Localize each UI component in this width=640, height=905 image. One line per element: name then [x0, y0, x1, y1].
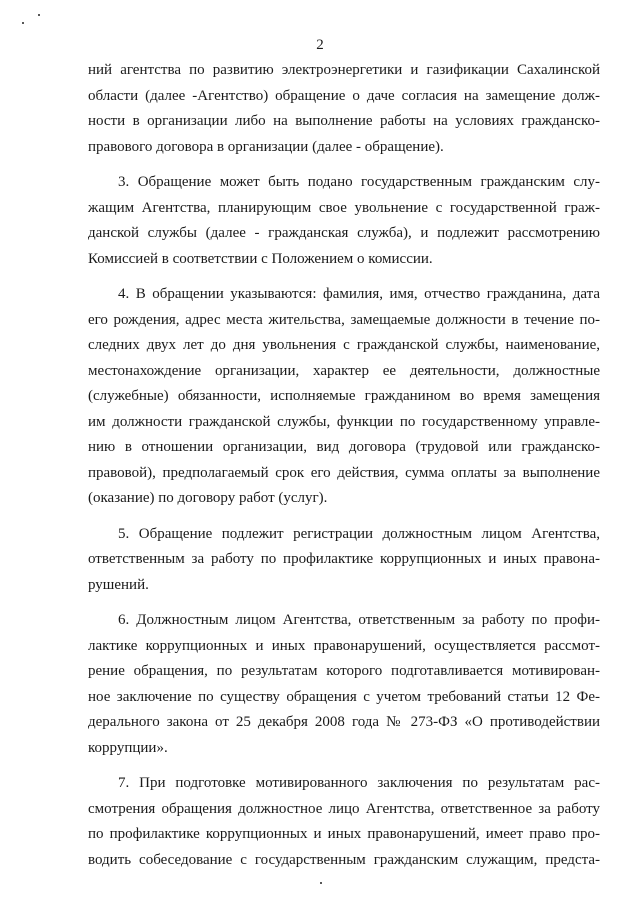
scan-speck	[38, 14, 40, 16]
text-line: нию в отношении организации, вид договора (трудовой или гражданско-	[88, 439, 600, 455]
text-line: ности в организации либо на выполнение работы на условиях гражданско-	[88, 113, 600, 129]
text-line: рение обращения, по результатам которого подготавливается мотивирован-	[88, 663, 600, 679]
text-line: данской службы (далее - гражданская служба), и подлежит рассмотрению	[88, 225, 600, 241]
paragraph-6	[88, 608, 600, 761]
page-number: 2	[316, 37, 324, 53]
text-line: правовой), предполагаемый срок его действия, сумма оплаты за выполнение	[88, 464, 600, 481]
text-line: Комиссией в соответствии с Положением о комиссии.	[88, 250, 433, 267]
text-line: 3. Обращение может быть подано государственным гражданским слу-	[118, 174, 600, 190]
text-line: 7. При подготовке мотивированного заключения по результатам рас-	[118, 775, 600, 791]
scan-speck	[22, 22, 24, 24]
paragraph-5	[88, 522, 600, 599]
text-line: области (далее -Агентство) обращение о даче согласия на замещение долж-	[88, 87, 600, 104]
text-line: ное заключение по существу обращения с учетом требований статьи 12 Фе-	[88, 688, 600, 705]
text-line: 4. В обращении указываются: фамилия, имя, отчество гражданина, дата	[118, 286, 600, 302]
text-line: водить собеседование с государственным гражданским служащим, предста-	[88, 851, 600, 868]
text-line: дерального закона от 25 декабря 2008 года № 273-ФЗ «О противодействии	[88, 714, 600, 730]
text-line: его рождения, адрес места жительства, замещаемые должности в течение по-	[88, 311, 600, 328]
text-line: коррупции».	[88, 739, 168, 756]
text-line: по профилактике коррупционных и иных правонарушений, имеет право про-	[88, 826, 600, 842]
paragraph-7	[88, 771, 600, 873]
text-line: местонахождение организации, характер ее деятельности, должностные	[88, 362, 600, 379]
text-line: 6. Должностным лицом Агентства, ответственным за работу по профи-	[118, 612, 600, 628]
text-line: следних двух лет до дня увольнения с гражданской службы, наименование,	[88, 337, 600, 353]
text-line: ответственным за работу по профилактике коррупционных и иных правона-	[88, 551, 600, 567]
paragraph-4	[88, 282, 600, 512]
paragraph-3	[88, 170, 600, 272]
text-line: рушений.	[88, 576, 149, 593]
text-line: смотрения обращения должностное лицо Агентства, ответственное за работу	[88, 800, 600, 817]
paragraph-intro	[88, 58, 600, 160]
text-line: ний агентства по развитию электроэнергетики и газификации Сахалинской	[88, 62, 600, 78]
text-line: им должности гражданской службы, функции по государственному управле-	[88, 413, 600, 430]
text-line: правового договора в организации (далее - обращение).	[88, 138, 444, 155]
document-body	[88, 58, 600, 873]
text-line: (оказание) по договору работ (услуг).	[88, 490, 328, 506]
text-line: (служебные) обязанности, исполняемые гражданином во время замещения	[88, 388, 600, 404]
text-line: 5. Обращение подлежит регистрации должностным лицом Агентства,	[118, 525, 600, 542]
text-line: лактике коррупционных и иных правонарушений, осуществляется рассмот-	[88, 637, 600, 654]
scan-speck	[320, 882, 322, 884]
text-line: жащим Агентства, планирующим свое увольнение с государственной граж-	[88, 199, 600, 216]
